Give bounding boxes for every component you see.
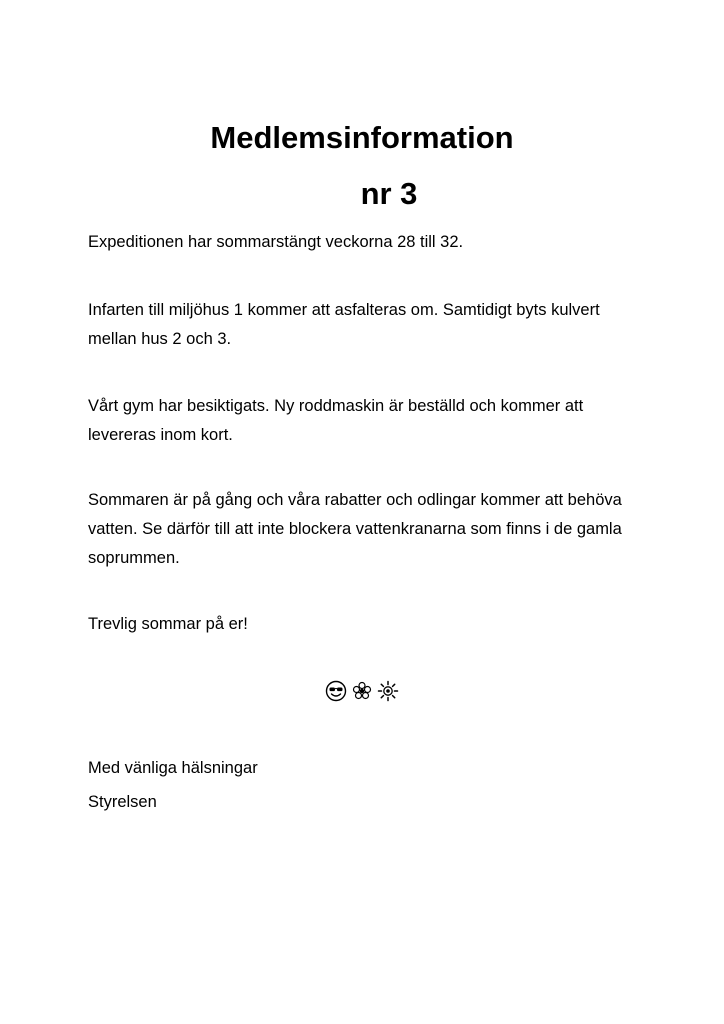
signature: Styrelsen: [88, 793, 157, 811]
smiling-face-with-sunglasses-icon: [325, 680, 347, 702]
sun-icon: [377, 680, 399, 702]
emoji-row: [0, 680, 724, 702]
paragraph-watering: Sommaren är på gång och våra rabatter och odlingar kommer att behöva vatten. Se därför till att inte blockera vattenkranarna som finns i de gamla soprummen.: [88, 491, 622, 567]
paragraph-asphalt: Infarten till miljöhus 1 kommer att asfalteras om. Samtidigt byts kulvert mellan hus 2 och 3.: [88, 301, 600, 348]
paragraph-gym: Vårt gym har besiktigats. Ny roddmaskin är beställd och kommer att levereras inom kort.: [88, 397, 584, 444]
issue-number: [0, 176, 724, 212]
document-title: Medlemsinformation: [210, 120, 514, 155]
paragraph-office-closed: Expeditionen har sommarstängt veckorna 28 till 32.: [88, 233, 464, 251]
paragraph-summer-greeting: Trevlig sommar på er!: [88, 615, 248, 633]
flower-icon: [351, 680, 373, 702]
issue-number-text: nr 3: [360, 176, 418, 211]
closing-greeting: Med vänliga hälsningar: [88, 759, 258, 777]
